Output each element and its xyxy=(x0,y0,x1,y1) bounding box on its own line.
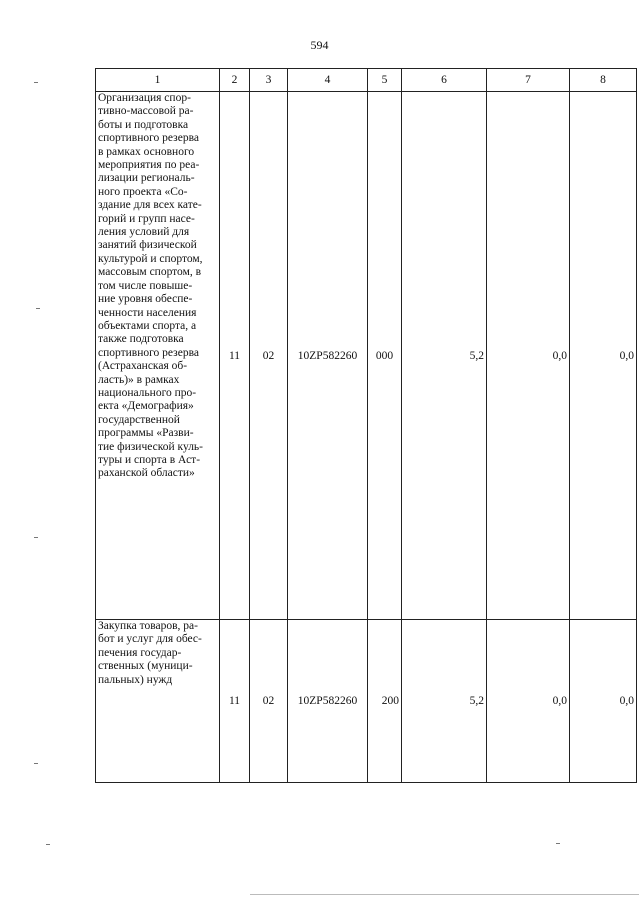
row-name-cell: Организация спор- тивно-массовой ра- боты и подготовка спортивного резерва в рамках основного мероприятия по реа- лизации региональ- ного проекта «Со- здание для всех кате- горий и групп насе- ления условий для занятий физической культурой и спортом, массовым спортом, в том числе повыше- ние уровня обеспе- ченности населения объектами спорта, а также подготовка спортивного резерва (Астраханская об- ласть)» в рамках национального про- екта «Демография» государственной программы «Разви- тие физической куль- туры и спорта в Аст- раханской области» xyxy=(96,92,220,620)
target-article-cell: 10ZP582260 xyxy=(288,92,368,620)
scan-mark xyxy=(34,763,38,764)
budget-table xyxy=(95,68,637,783)
column-header-3: 3 xyxy=(250,69,288,92)
table-row xyxy=(96,92,637,620)
page-number: 594 xyxy=(310,38,329,52)
column-header-5: 5 xyxy=(368,69,402,92)
target-article-cell: 10ZP582260 xyxy=(288,620,368,783)
amount-cell-7: 0,0 xyxy=(487,92,570,620)
column-header-2: 2 xyxy=(220,69,250,92)
subsection-code-cell: 02 xyxy=(250,92,288,620)
column-header-6: 6 xyxy=(402,69,487,92)
amount-cell-8: 0,0 xyxy=(570,92,637,620)
scan-mark xyxy=(34,537,38,538)
section-code-cell: 11 xyxy=(220,92,250,620)
amount-cell-6: 5,2 xyxy=(402,620,487,783)
column-header-4: 4 xyxy=(288,69,368,92)
scan-edge-line xyxy=(250,894,639,895)
expense-type-cell: 200 xyxy=(368,620,402,783)
table-row xyxy=(96,620,637,783)
section-code-cell: 11 xyxy=(220,620,250,783)
column-header-7: 7 xyxy=(487,69,570,92)
scan-mark xyxy=(36,308,40,309)
row-name-cell: Закупка товаров, ра- бот и услуг для обес- печения государ- ственных (муници- пальных) нужд xyxy=(96,620,220,783)
scan-mark xyxy=(46,844,50,845)
amount-cell-8: 0,0 xyxy=(570,620,637,783)
column-header-1: 1 xyxy=(96,69,220,92)
column-header-8: 8 xyxy=(570,69,637,92)
subsection-code-cell: 02 xyxy=(250,620,288,783)
scan-mark xyxy=(34,82,38,83)
table-header-row xyxy=(96,69,637,92)
expense-type-cell: 000 xyxy=(368,92,402,620)
amount-cell-6: 5,2 xyxy=(402,92,487,620)
scan-mark xyxy=(556,843,560,844)
amount-cell-7: 0,0 xyxy=(487,620,570,783)
